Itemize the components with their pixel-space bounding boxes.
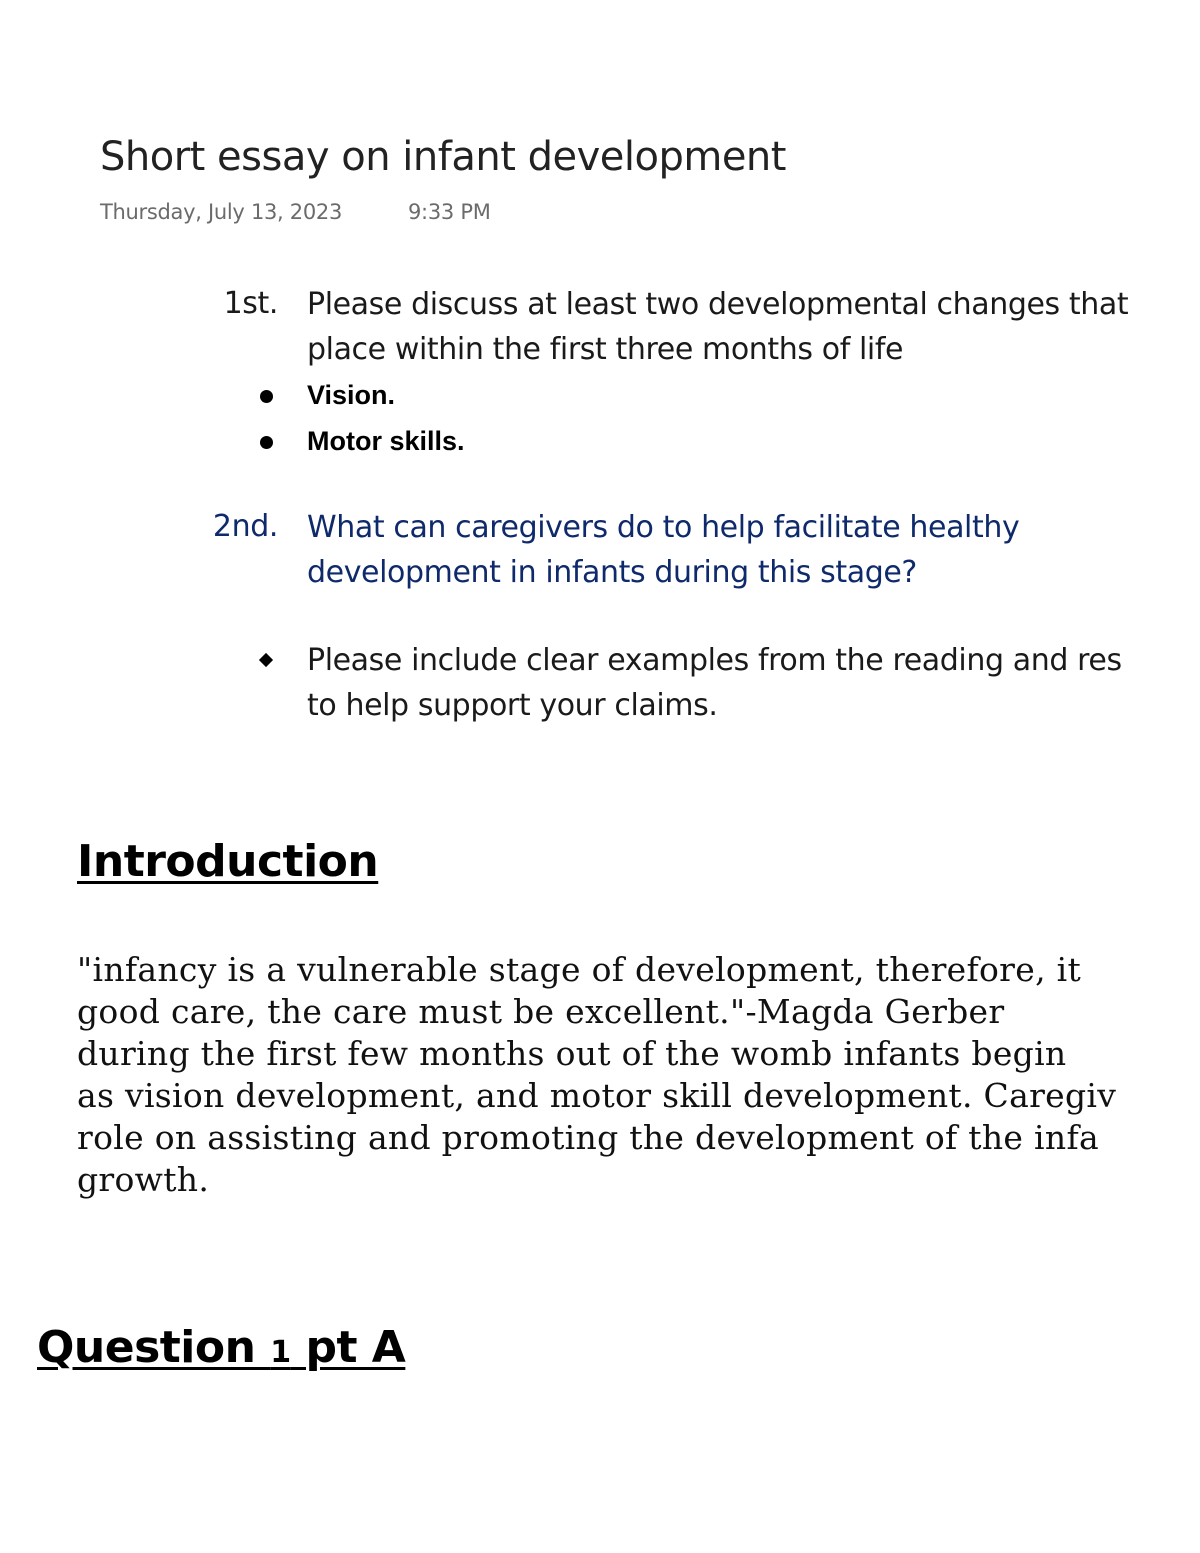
- bullet-diamond-icon: [258, 652, 274, 668]
- heading-part-label: pt A: [290, 1322, 406, 1373]
- essay-line: during the first few months out of the womb infants begin: [77, 1034, 1067, 1073]
- essay-line: growth.: [77, 1160, 210, 1199]
- instruction-line-1: Please include clear examples from the reading and res: [307, 643, 1122, 678]
- essay-line: role on assisting and promoting the development of the infa: [77, 1118, 1099, 1157]
- question-1-text[interactable]: [307, 282, 1128, 372]
- list-item-motor-skills[interactable]: Motor skills.: [307, 426, 465, 456]
- page-title[interactable]: Short essay on infant development: [100, 134, 786, 180]
- essay-line: good care, the care must be excellent."-Magda Gerber: [77, 992, 1005, 1031]
- heading-question-number: 1: [270, 1335, 291, 1370]
- question-2-line-2: development in infants during this stage?: [307, 555, 917, 590]
- essay-line: as vision development, and motor skill development. Caregiv: [77, 1076, 1117, 1115]
- introduction-paragraph[interactable]: [77, 949, 1200, 1201]
- question-1-line-2: place within the first three months of life: [307, 332, 904, 367]
- bullet-dot-icon: [258, 434, 274, 450]
- note-date: Thursday, July 13, 2023: [100, 200, 343, 224]
- note-time: 9:33 PM: [408, 200, 491, 224]
- heading-question-word: Question: [37, 1322, 271, 1373]
- question-1-line-1: Please discuss at least two developmental changes that: [307, 287, 1129, 322]
- question-2-number: 2nd.: [212, 509, 278, 544]
- question-2-line-1: What can caregivers do to help facilitate healthy: [307, 510, 1020, 545]
- instruction-text[interactable]: [307, 638, 1122, 728]
- introduction-heading[interactable]: Introduction: [77, 836, 379, 887]
- instruction-line-2: to help support your claims.: [307, 688, 718, 723]
- list-item-vision[interactable]: Vision.: [307, 380, 396, 410]
- question-1a-heading[interactable]: [37, 1322, 405, 1373]
- question-2-text[interactable]: [307, 505, 1019, 595]
- essay-line: "infancy is a vulnerable stage of development, therefore, it: [77, 950, 1082, 989]
- question-1-number: 1st.: [223, 286, 278, 321]
- bullet-dot-icon: [258, 388, 274, 404]
